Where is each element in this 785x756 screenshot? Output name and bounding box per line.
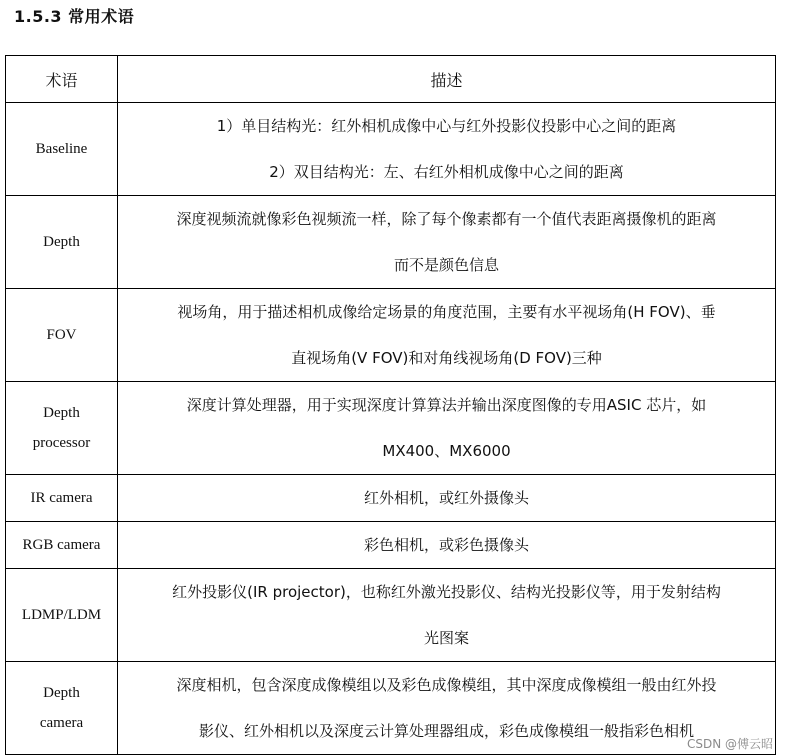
term-cell	[6, 662, 118, 755]
description-line: 直视场角(V FOV)和对角线视场角(D FOV)三种	[291, 349, 602, 367]
term-cell	[6, 522, 118, 569]
description-cell	[118, 196, 776, 289]
description-cell	[118, 569, 776, 662]
term-text: LDMP/LDM	[21, 607, 102, 623]
table-row	[6, 522, 776, 569]
description-line: 视场角，用于描述相机成像给定场景的角度范围，主要有水平视场角(H FOV)、垂	[177, 303, 716, 321]
section-heading: 1.5.3 常用术语	[14, 7, 135, 26]
description-line: 彩色相机，或彩色摄像头	[363, 536, 529, 554]
description-line: 红外投影仪(IR projector)，也称红外激光投影仪、结构光投影仪等，用于发射结构	[172, 583, 721, 601]
description-line: 深度相机，包含深度成像模组以及彩色成像模组，其中深度成像模组一般由红外投	[176, 676, 717, 694]
term-cell	[6, 103, 118, 196]
term-text: Depth	[43, 405, 80, 421]
description-line: 而不是颜色信息	[393, 256, 499, 274]
term-text: camera	[39, 715, 84, 731]
term-cell	[6, 569, 118, 662]
table-row	[6, 382, 776, 475]
table-row	[6, 569, 776, 662]
description-cell	[118, 289, 776, 382]
description-line: 光图案	[423, 629, 469, 647]
description-cell	[118, 382, 776, 475]
term-cell	[6, 196, 118, 289]
table-row	[6, 103, 776, 196]
term-text: Baseline	[35, 141, 88, 157]
description-cell	[118, 103, 776, 196]
term-cell	[6, 475, 118, 522]
description-cell	[118, 522, 776, 569]
description-line: 红外相机，或红外摄像头	[363, 489, 529, 507]
term-text: RGB camera	[22, 537, 101, 553]
table-row	[6, 289, 776, 382]
description-line: 影仪、红外相机以及深度云计算处理器组成，彩色成像模组一般指彩色相机	[198, 722, 694, 740]
table-row	[6, 475, 776, 522]
description-line: 2）双目结构光：左、右红外相机成像中心之间的距离	[269, 163, 624, 181]
header-description: 描述	[118, 56, 776, 103]
description-cell	[118, 475, 776, 522]
term-cell	[6, 382, 118, 475]
description-line: 深度视频流就像彩色视频流一样，除了每个像素都有一个值代表距离摄像机的距离	[176, 210, 717, 228]
terms-table	[5, 55, 776, 755]
term-cell	[6, 289, 118, 382]
table-header-row	[6, 56, 776, 103]
description-cell	[118, 662, 776, 755]
term-text: FOV	[46, 327, 77, 343]
term-text: Depth	[43, 685, 80, 701]
header-term: 术语	[6, 56, 118, 103]
description-line: MX400、MX6000	[382, 442, 511, 460]
term-text: processor	[32, 435, 91, 451]
watermark: CSDN @傅云昭	[686, 737, 773, 751]
table-row	[6, 196, 776, 289]
term-text: Depth	[43, 234, 80, 250]
description-line: 深度计算处理器，用于实现深度计算算法并输出深度图像的专用ASIC 芯片，如	[186, 396, 707, 414]
description-line: 1）单目结构光：红外相机成像中心与红外投影仪投影中心之间的距离	[216, 117, 677, 135]
term-text: IR camera	[30, 490, 93, 506]
table-row	[6, 662, 776, 755]
